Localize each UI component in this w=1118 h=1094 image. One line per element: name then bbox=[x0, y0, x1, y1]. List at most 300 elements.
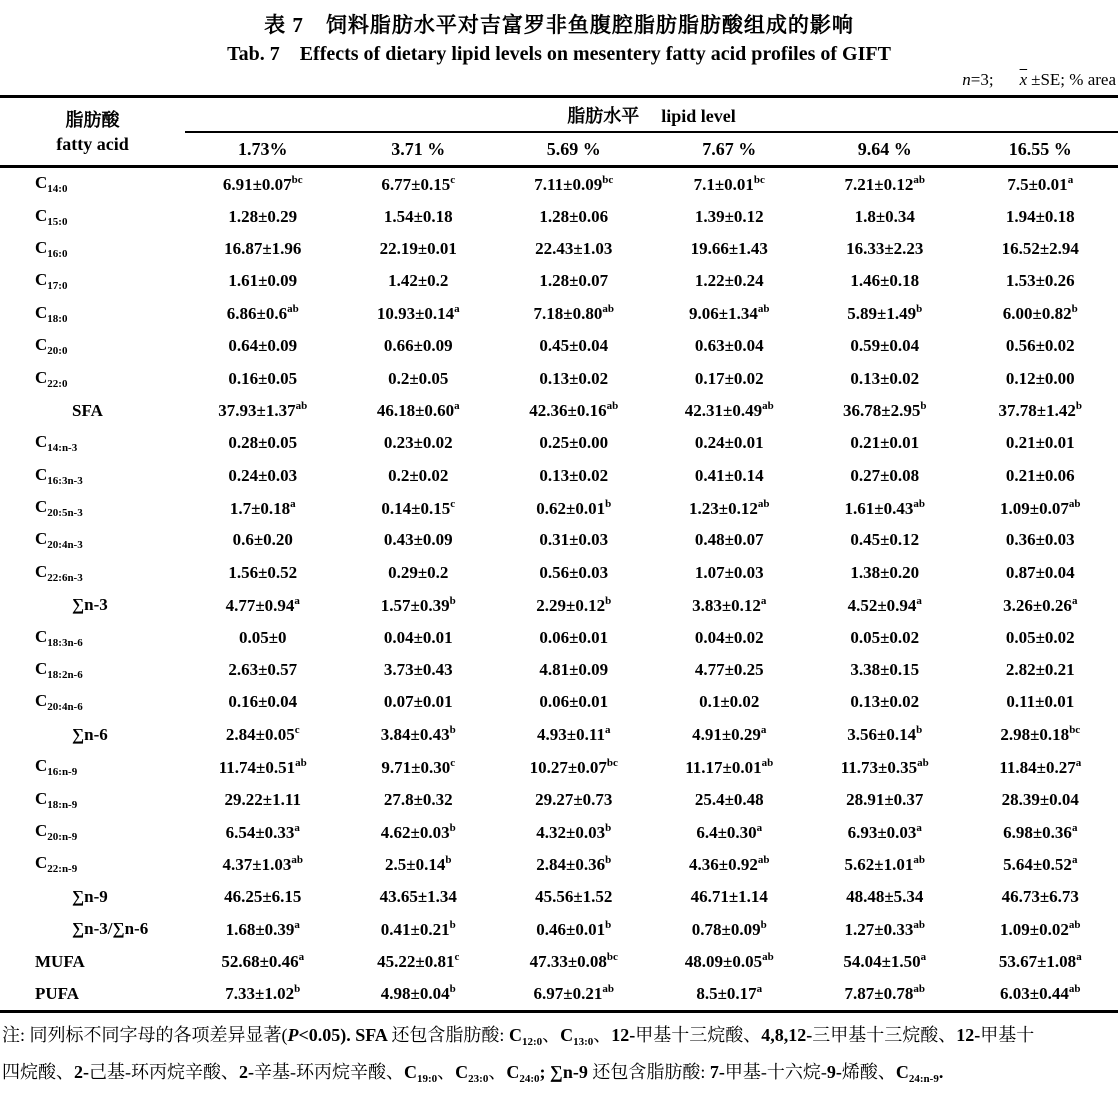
footnote-text-bold: C bbox=[506, 1062, 519, 1082]
cell-value: 0.06±0.01 bbox=[539, 692, 608, 711]
group-header-cn: 脂肪水平 bbox=[567, 106, 639, 126]
cell-value: 0.04±0.01 bbox=[384, 628, 453, 647]
table-cell bbox=[341, 945, 497, 977]
cell-value: 1.09±0.02 bbox=[1000, 920, 1069, 939]
table-cell bbox=[185, 265, 341, 297]
cell-significance-superscript: a bbox=[757, 822, 763, 834]
table-cell bbox=[185, 589, 341, 621]
cell-value: 0.21±0.06 bbox=[1006, 466, 1075, 485]
cell-value: 2.84±0.05 bbox=[226, 725, 295, 744]
column-header-fatty-acid bbox=[0, 97, 185, 167]
table-cell bbox=[963, 719, 1118, 751]
cell-value: 2.5±0.14 bbox=[385, 855, 445, 874]
row-label bbox=[0, 848, 185, 880]
table-cell bbox=[496, 945, 652, 977]
table-row bbox=[0, 233, 1118, 265]
table-row bbox=[0, 395, 1118, 427]
table-row bbox=[0, 783, 1118, 815]
table-cell bbox=[496, 783, 652, 815]
cell-significance-superscript: ab bbox=[758, 303, 770, 315]
cell-significance-superscript: ab bbox=[291, 854, 303, 866]
table-cell bbox=[341, 233, 497, 265]
row-label-base: C bbox=[35, 303, 47, 322]
stat-note-xbar: $\overline{x}$ bbox=[1020, 70, 1028, 89]
cell-value: 0.62±0.01 bbox=[536, 499, 605, 518]
table-row bbox=[0, 751, 1118, 783]
row-label-base: C bbox=[35, 497, 47, 516]
cell-value: 0.04±0.02 bbox=[695, 628, 764, 647]
footnote-text: 还包含脂肪酸: bbox=[592, 1062, 710, 1082]
table-cell bbox=[185, 945, 341, 977]
cell-value: 6.03±0.44 bbox=[1000, 984, 1069, 1003]
table-cell bbox=[341, 978, 497, 1012]
table-cell bbox=[652, 427, 808, 459]
row-label bbox=[0, 719, 185, 751]
cell-value: 4.98±0.04 bbox=[381, 984, 450, 1003]
cell-value: 0.13±0.02 bbox=[539, 466, 608, 485]
cell-significance-superscript: ab bbox=[913, 854, 925, 866]
table-row bbox=[0, 265, 1118, 297]
table-cell bbox=[807, 233, 963, 265]
cell-value: 2.82±0.21 bbox=[1006, 660, 1075, 679]
row-label bbox=[0, 298, 185, 330]
cell-value: 43.65±1.34 bbox=[380, 887, 457, 906]
cell-value: 4.77±0.94 bbox=[226, 596, 295, 615]
row-label bbox=[0, 881, 185, 913]
table-cell bbox=[341, 427, 497, 459]
table-cell bbox=[341, 524, 497, 556]
footnote-text: 、 bbox=[488, 1062, 506, 1082]
table-cell bbox=[963, 654, 1118, 686]
table-cell bbox=[185, 298, 341, 330]
cell-value: 1.56±0.52 bbox=[228, 563, 297, 582]
row-label bbox=[0, 783, 185, 815]
table-cell bbox=[496, 362, 652, 394]
row-label-base: C bbox=[35, 238, 47, 257]
footnote-line-2 bbox=[2, 1057, 1118, 1094]
cell-value: 4.91±0.29 bbox=[692, 725, 761, 744]
table-row bbox=[0, 557, 1118, 589]
cell-significance-superscript: a bbox=[761, 595, 767, 607]
cell-significance-superscript: a bbox=[1076, 951, 1082, 963]
cell-significance-superscript: ab bbox=[762, 400, 774, 412]
table-cell bbox=[807, 978, 963, 1012]
cell-value: 0.16±0.04 bbox=[228, 692, 297, 711]
cell-value: 46.71±1.14 bbox=[691, 887, 768, 906]
cell-value: 1.61±0.43 bbox=[845, 499, 914, 518]
cell-value: 6.77±0.15 bbox=[381, 175, 450, 194]
table-cell bbox=[807, 816, 963, 848]
cell-value: 0.56±0.03 bbox=[539, 563, 608, 582]
cell-significance-superscript: a bbox=[1076, 757, 1082, 769]
cell-significance-superscript: b bbox=[605, 854, 611, 866]
cell-significance-superscript: a bbox=[454, 303, 460, 315]
table-cell bbox=[496, 719, 652, 751]
table-cell bbox=[963, 848, 1118, 880]
table-cell bbox=[341, 395, 497, 427]
cell-significance-superscript: a bbox=[1072, 595, 1078, 607]
table-cell bbox=[652, 298, 808, 330]
row-label bbox=[0, 589, 185, 621]
cell-value: 0.27±0.08 bbox=[850, 466, 919, 485]
cell-value: 2.29±0.12 bbox=[536, 596, 605, 615]
cell-value: 1.28±0.06 bbox=[539, 207, 608, 226]
row-label-base: SFA bbox=[72, 401, 103, 420]
table-cell bbox=[807, 200, 963, 232]
row-label-subscript: 18:3n-6 bbox=[47, 637, 82, 649]
table-row bbox=[0, 654, 1118, 686]
cell-significance-superscript: b bbox=[920, 400, 926, 412]
table-cell bbox=[496, 298, 652, 330]
row-label bbox=[0, 265, 185, 297]
cell-value: 0.41±0.21 bbox=[381, 920, 450, 939]
table-cell bbox=[963, 298, 1118, 330]
cell-value: 7.87±0.78 bbox=[845, 984, 914, 1003]
table-cell bbox=[963, 751, 1118, 783]
cell-value: 0.06±0.01 bbox=[539, 628, 608, 647]
cell-value: 2.84±0.36 bbox=[536, 855, 605, 874]
cell-value: 0.43±0.09 bbox=[384, 530, 453, 549]
cell-value: 52.68±0.46 bbox=[221, 952, 298, 971]
cell-value: 4.62±0.03 bbox=[381, 823, 450, 842]
cell-value: 0.24±0.01 bbox=[695, 433, 764, 452]
table-row bbox=[0, 427, 1118, 459]
cell-value: 4.93±0.11 bbox=[537, 725, 605, 744]
cell-significance-superscript: a bbox=[1072, 822, 1078, 834]
cell-value: 10.27±0.07 bbox=[530, 758, 607, 777]
table-cell bbox=[185, 848, 341, 880]
cell-value: 0.31±0.03 bbox=[539, 530, 608, 549]
table-cell bbox=[341, 751, 497, 783]
table-cell bbox=[963, 460, 1118, 492]
table-cell bbox=[496, 330, 652, 362]
cell-value: 22.19±0.01 bbox=[380, 239, 457, 258]
cell-significance-superscript: bc bbox=[602, 174, 613, 186]
table-cell bbox=[185, 395, 341, 427]
table-cell bbox=[652, 881, 808, 913]
table-cell bbox=[185, 233, 341, 265]
row-label bbox=[0, 233, 185, 265]
cell-value: 6.86±0.6 bbox=[227, 304, 287, 323]
cell-value: 0.13±0.02 bbox=[850, 692, 919, 711]
cell-value: 0.17±0.02 bbox=[695, 369, 764, 388]
cell-significance-superscript: b bbox=[450, 724, 456, 736]
cell-value: 11.73±0.35 bbox=[841, 758, 917, 777]
cell-value: 8.5±0.17 bbox=[696, 984, 756, 1003]
cell-value: 1.94±0.18 bbox=[1006, 207, 1075, 226]
table-cell bbox=[341, 783, 497, 815]
table-cell bbox=[652, 557, 808, 589]
table-cell bbox=[807, 719, 963, 751]
row-label-subscript: 14:n-3 bbox=[47, 442, 77, 454]
cell-value: 46.73±6.73 bbox=[1002, 887, 1079, 906]
cell-value: 3.83±0.12 bbox=[692, 596, 761, 615]
cell-significance-superscript: a bbox=[294, 822, 300, 834]
table-row bbox=[0, 298, 1118, 330]
cell-value: 6.98±0.36 bbox=[1003, 823, 1072, 842]
row-label bbox=[0, 978, 185, 1012]
cell-significance-superscript: ab bbox=[758, 854, 770, 866]
footnote-text-bold: 7- bbox=[710, 1062, 725, 1082]
cell-value: 0.07±0.01 bbox=[384, 692, 453, 711]
table-cell bbox=[185, 686, 341, 718]
cell-significance-superscript: a bbox=[299, 951, 305, 963]
stat-note-n-eq: =3; bbox=[971, 70, 994, 89]
header-row-group bbox=[0, 97, 1118, 133]
footnote bbox=[0, 1020, 1118, 1094]
table-cell bbox=[652, 492, 808, 524]
cell-value: 0.45±0.12 bbox=[850, 530, 919, 549]
cell-value: 11.17±0.01 bbox=[685, 758, 761, 777]
cell-significance-superscript: b bbox=[605, 595, 611, 607]
row-label-subscript: 22:0 bbox=[47, 378, 67, 390]
table-cell bbox=[652, 621, 808, 653]
lipid-level-header-4: 9.64 % bbox=[807, 132, 963, 167]
cell-value: 25.4±0.48 bbox=[695, 790, 764, 809]
table-cell bbox=[963, 621, 1118, 653]
cell-value: 6.97±0.21 bbox=[534, 984, 603, 1003]
row-label-base: ∑n-6 bbox=[72, 725, 108, 744]
row-label-base: ∑n-3 bbox=[72, 595, 108, 614]
table-cell bbox=[963, 330, 1118, 362]
table-cell bbox=[185, 167, 341, 201]
table-cell bbox=[807, 881, 963, 913]
row-label-base: C bbox=[35, 432, 47, 451]
table-cell bbox=[807, 395, 963, 427]
cell-significance-superscript: b bbox=[605, 919, 611, 931]
table-row bbox=[0, 200, 1118, 232]
cell-value: 1.42±0.2 bbox=[388, 271, 448, 290]
cell-value: 1.28±0.29 bbox=[228, 207, 297, 226]
table-row bbox=[0, 167, 1118, 201]
table-cell bbox=[963, 881, 1118, 913]
footnote-text-bold: . bbox=[939, 1062, 944, 1082]
cell-value: 0.87±0.04 bbox=[1006, 563, 1075, 582]
table-cell bbox=[807, 557, 963, 589]
table-cell bbox=[807, 686, 963, 718]
cell-value: 3.26±0.26 bbox=[1003, 596, 1072, 615]
cell-value: 1.22±0.24 bbox=[695, 271, 764, 290]
cell-value: 0.23±0.02 bbox=[384, 433, 453, 452]
row-label-base: ∑n-3/∑n-6 bbox=[72, 919, 148, 938]
table-cell bbox=[341, 362, 497, 394]
cell-value: 3.84±0.43 bbox=[381, 725, 450, 744]
row-label-base: C bbox=[35, 853, 47, 872]
table-cell bbox=[807, 492, 963, 524]
cell-value: 27.8±0.32 bbox=[384, 790, 453, 809]
cell-significance-superscript: a bbox=[294, 919, 300, 931]
table-cell bbox=[652, 783, 808, 815]
cell-value: 4.36±0.92 bbox=[689, 855, 758, 874]
table-cell bbox=[807, 167, 963, 201]
cell-significance-superscript: ab bbox=[1069, 983, 1081, 995]
cell-value: 2.98±0.18 bbox=[1000, 725, 1069, 744]
table-cell bbox=[341, 719, 497, 751]
row-label-base: C bbox=[35, 206, 47, 225]
table-cell bbox=[185, 524, 341, 556]
cell-value: 0.56±0.02 bbox=[1006, 336, 1075, 355]
cell-significance-superscript: a bbox=[294, 595, 300, 607]
cell-significance-superscript: ab bbox=[287, 303, 299, 315]
row-label bbox=[0, 913, 185, 945]
cell-significance-superscript: b bbox=[916, 724, 922, 736]
cell-significance-superscript: a bbox=[921, 951, 927, 963]
cell-value: 0.28±0.05 bbox=[228, 433, 297, 452]
cell-value: 0.24±0.03 bbox=[228, 466, 297, 485]
table-title-english: Tab. 7 Effects of dietary lipid levels on mesentery fatty acid profiles of GIFT bbox=[0, 40, 1118, 68]
footnote-text-bold: C bbox=[404, 1062, 417, 1082]
table-cell bbox=[807, 751, 963, 783]
table-cell bbox=[185, 557, 341, 589]
fatty-acid-table-body bbox=[0, 167, 1118, 1012]
table-cell bbox=[963, 686, 1118, 718]
cell-value: 7.11±0.09 bbox=[534, 175, 602, 194]
row-label-base: C bbox=[35, 756, 47, 775]
cell-value: 0.66±0.09 bbox=[384, 336, 453, 355]
cell-value: 0.63±0.04 bbox=[695, 336, 764, 355]
row-label-base: C bbox=[35, 368, 47, 387]
table-cell bbox=[807, 783, 963, 815]
cell-value: 1.57±0.39 bbox=[381, 596, 450, 615]
table-cell bbox=[963, 395, 1118, 427]
table-title-chinese: 表 7 饲料脂肪水平对吉富罗非鱼腹腔脂肪脂肪酸组成的影响 bbox=[0, 0, 1118, 40]
cell-value: 7.18±0.80 bbox=[534, 304, 603, 323]
cell-value: 3.73±0.43 bbox=[384, 660, 453, 679]
cell-value: 11.84±0.27 bbox=[999, 758, 1075, 777]
table-cell bbox=[496, 233, 652, 265]
cell-value: 7.5±0.01 bbox=[1007, 175, 1067, 194]
cell-significance-superscript: b bbox=[450, 822, 456, 834]
table-cell bbox=[807, 298, 963, 330]
table-cell bbox=[496, 395, 652, 427]
table-row bbox=[0, 362, 1118, 394]
table-cell bbox=[341, 167, 497, 201]
cell-significance-superscript: b bbox=[761, 919, 767, 931]
row-label bbox=[0, 557, 185, 589]
table-cell bbox=[652, 751, 808, 783]
footnote-text: 注: 同列标不同字母的各项差异显著( bbox=[2, 1025, 288, 1045]
cell-value: 36.78±2.95 bbox=[843, 401, 920, 420]
cell-value: 9.71±0.30 bbox=[381, 758, 450, 777]
cell-value: 1.7±0.18 bbox=[230, 499, 290, 518]
footnote-text-bold: 4,8,12- bbox=[761, 1025, 812, 1045]
table-cell bbox=[496, 816, 652, 848]
cell-value: 1.8±0.34 bbox=[855, 207, 915, 226]
table-cell bbox=[652, 167, 808, 201]
cell-value: 10.93±0.14 bbox=[377, 304, 454, 323]
table-row bbox=[0, 913, 1118, 945]
table-cell bbox=[185, 460, 341, 492]
cell-value: 6.00±0.82 bbox=[1003, 304, 1072, 323]
table-cell bbox=[341, 200, 497, 232]
table-cell bbox=[341, 265, 497, 297]
cell-significance-superscript: b bbox=[450, 919, 456, 931]
row-label-subscript: 18:0 bbox=[47, 313, 67, 325]
cell-value: 0.36±0.03 bbox=[1006, 530, 1075, 549]
stat-note-rest: ±SE; % area bbox=[1031, 70, 1116, 89]
table-cell bbox=[807, 913, 963, 945]
footnote-text-bold: C bbox=[455, 1062, 468, 1082]
cell-value: 5.64±0.52 bbox=[1003, 855, 1072, 874]
footnote-text: 、 bbox=[593, 1025, 611, 1045]
table-cell bbox=[652, 330, 808, 362]
cell-value: 28.39±0.04 bbox=[1002, 790, 1079, 809]
cell-significance-superscript: ab bbox=[762, 757, 774, 769]
cell-value: 1.61±0.09 bbox=[228, 271, 297, 290]
table-cell bbox=[496, 524, 652, 556]
cell-value: 16.87±1.96 bbox=[224, 239, 301, 258]
lipid-level-header-0: 1.73% bbox=[185, 132, 341, 167]
cell-significance-superscript: a bbox=[761, 724, 767, 736]
table-cell bbox=[185, 200, 341, 232]
cell-value: 1.46±0.18 bbox=[850, 271, 919, 290]
cell-value: 5.89±1.49 bbox=[847, 304, 916, 323]
footnote-text-bold: <0.05). SFA bbox=[299, 1025, 392, 1045]
row-label-subscript: 14:0 bbox=[47, 183, 67, 195]
row-label bbox=[0, 395, 185, 427]
cell-value: 1.27±0.33 bbox=[845, 920, 914, 939]
cell-value: 37.93±1.37 bbox=[218, 401, 295, 420]
row-label-base: C bbox=[35, 173, 47, 192]
cell-significance-superscript: a bbox=[1072, 854, 1078, 866]
cell-value: 48.48±5.34 bbox=[846, 887, 923, 906]
table-row bbox=[0, 686, 1118, 718]
table-cell bbox=[963, 167, 1118, 201]
table-cell bbox=[652, 200, 808, 232]
cell-significance-superscript: b bbox=[605, 822, 611, 834]
cell-value: 0.6±0.20 bbox=[233, 530, 293, 549]
table-cell bbox=[185, 719, 341, 751]
table-row bbox=[0, 848, 1118, 880]
row-label-base: C bbox=[35, 270, 47, 289]
cell-value: 22.43±1.03 bbox=[535, 239, 612, 258]
cell-value: 0.2±0.02 bbox=[388, 466, 448, 485]
table-cell bbox=[963, 557, 1118, 589]
table-cell bbox=[496, 686, 652, 718]
row-label-base: C bbox=[35, 562, 47, 581]
row-label-subscript: 20:0 bbox=[47, 345, 67, 357]
cell-significance-superscript: c bbox=[450, 174, 455, 186]
table-cell bbox=[963, 427, 1118, 459]
footnote-text: 、 bbox=[542, 1025, 560, 1045]
footnote-subscript: 19:0 bbox=[417, 1073, 437, 1085]
table-cell bbox=[341, 848, 497, 880]
table-row bbox=[0, 460, 1118, 492]
cell-value: 4.77±0.25 bbox=[695, 660, 764, 679]
row-label-subscript: 16:3n-3 bbox=[47, 475, 82, 487]
cell-significance-superscript: b bbox=[916, 303, 922, 315]
table-cell bbox=[963, 589, 1118, 621]
row-label-subscript: 22:6n-3 bbox=[47, 572, 82, 584]
cell-value: 0.59±0.04 bbox=[850, 336, 919, 355]
cell-value: 1.09±0.07 bbox=[1000, 499, 1069, 518]
cell-value: 16.52±2.94 bbox=[1002, 239, 1079, 258]
table-cell bbox=[185, 427, 341, 459]
cell-value: 1.28±0.07 bbox=[539, 271, 608, 290]
row-label bbox=[0, 816, 185, 848]
row-label bbox=[0, 621, 185, 653]
cell-value: 7.21±0.12 bbox=[845, 175, 914, 194]
row-label bbox=[0, 686, 185, 718]
row-label-subscript: 15:0 bbox=[47, 216, 67, 228]
table-cell bbox=[341, 881, 497, 913]
cell-value: 6.4±0.30 bbox=[696, 823, 756, 842]
cell-significance-superscript: a bbox=[290, 498, 296, 510]
cell-significance-superscript: b bbox=[450, 983, 456, 995]
cell-significance-superscript: ab bbox=[913, 174, 925, 186]
footnote-text: 辛基-环丙烷辛酸、 bbox=[254, 1062, 404, 1082]
cell-significance-superscript: ab bbox=[296, 400, 308, 412]
